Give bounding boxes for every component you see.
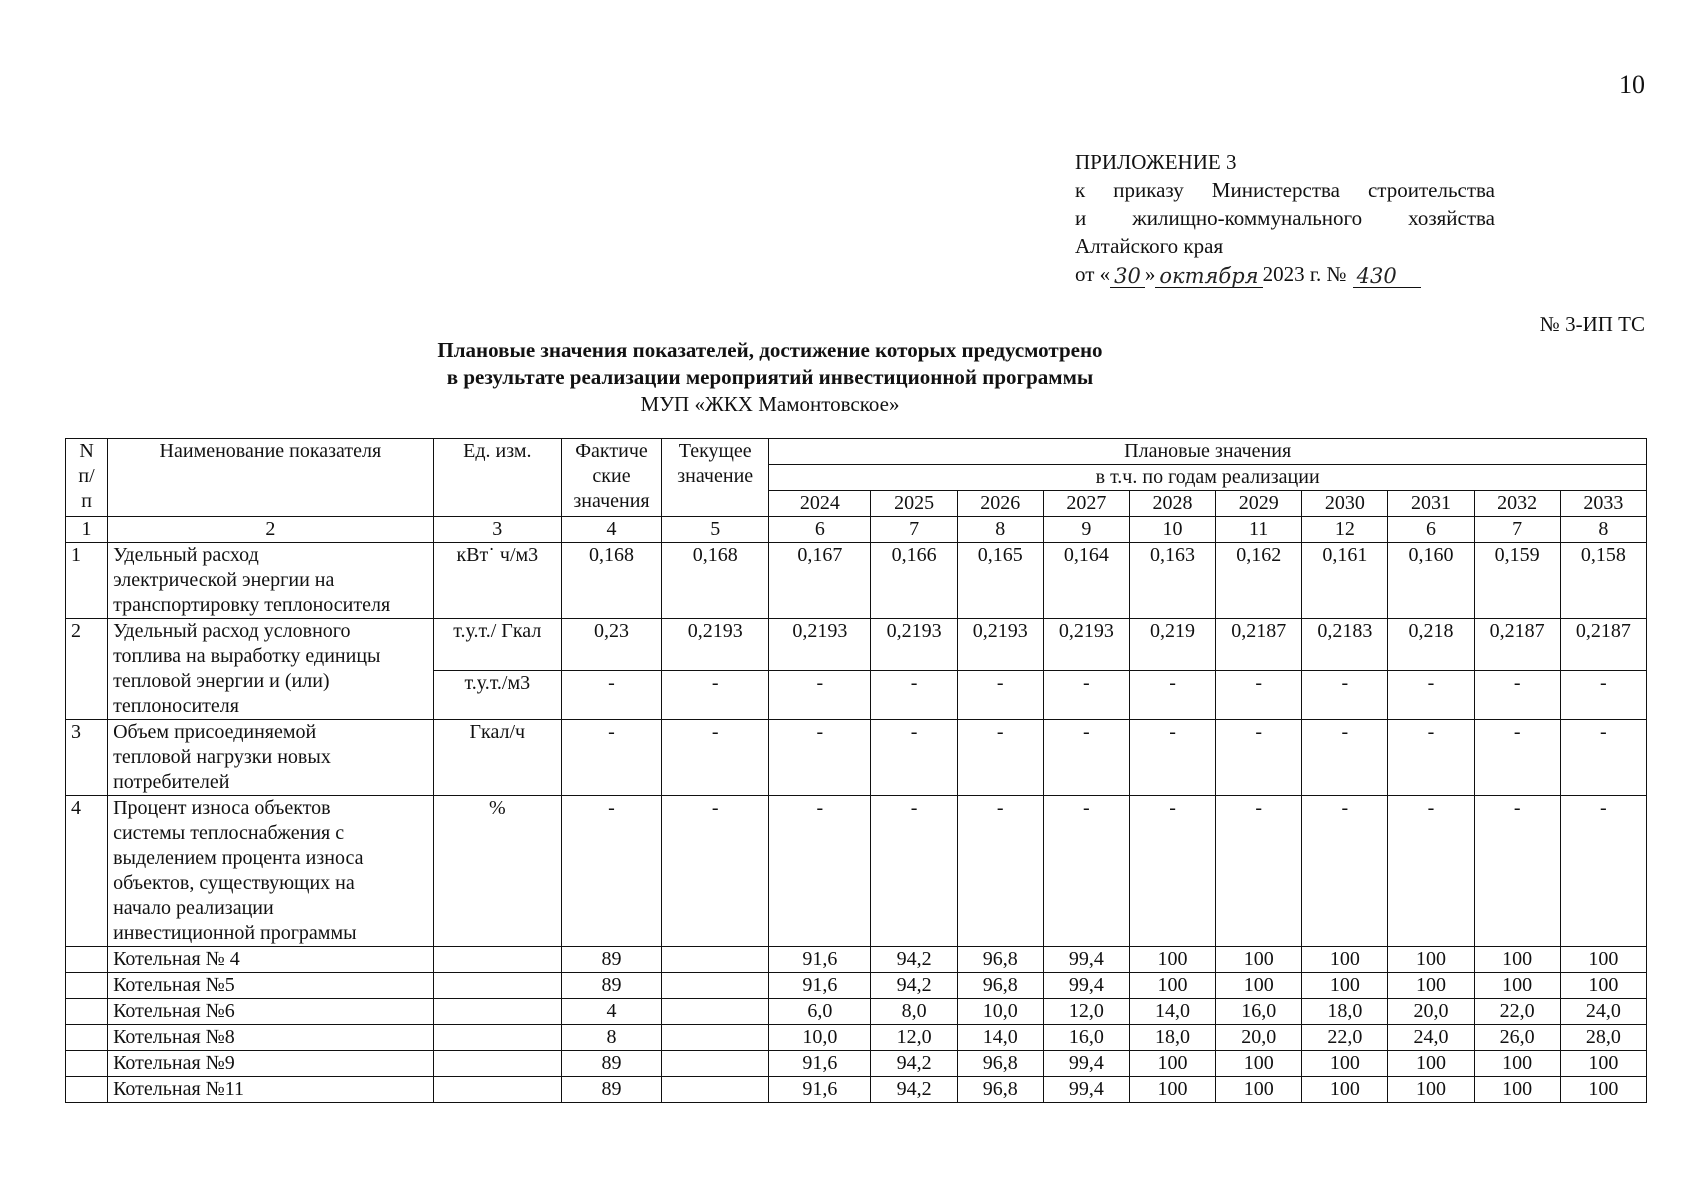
indicator-name-line: Удельный расход — [113, 544, 259, 566]
boiler-row — [66, 1025, 1647, 1051]
boiler-name-cell: Котельная №9 — [108, 1051, 434, 1077]
column-number-cell: 4 — [561, 517, 661, 543]
planned-value-cell: - — [871, 670, 957, 719]
planned-value-cell: - — [1474, 670, 1560, 719]
planned-value-cell: 100 — [1216, 1051, 1302, 1077]
current-value-cell — [662, 1025, 769, 1051]
year-header-cell: 2030 — [1302, 491, 1388, 517]
planned-value-cell: 100 — [1474, 1077, 1560, 1103]
planned-value-cell: - — [1216, 670, 1302, 719]
planned-value-cell: 100 — [1474, 947, 1560, 973]
planned-value-cell: - — [1043, 796, 1129, 947]
order-number: 430 — [1353, 265, 1421, 288]
column-numbers-row — [66, 517, 1647, 543]
header-row-1 — [66, 439, 1647, 465]
appendix-title: ПРИЛОЖЕНИЕ 3 — [1075, 150, 1237, 174]
planned-value-cell: 20,0 — [1216, 1025, 1302, 1051]
document-title — [420, 337, 1120, 418]
indicator-row — [66, 796, 1647, 947]
planned-value-cell: - — [1216, 720, 1302, 796]
year-header-cell: 2024 — [769, 491, 871, 517]
planned-value-cell: 0,2193 — [871, 619, 957, 671]
planned-value-cell: 26,0 — [1474, 1025, 1560, 1051]
planned-value-cell: - — [1129, 670, 1215, 719]
planned-value-cell: - — [1129, 720, 1215, 796]
current-value-cell — [662, 999, 769, 1025]
year-header-cell: 2028 — [1129, 491, 1215, 517]
indicator-name-line: системы теплоснабжения с — [113, 822, 345, 844]
column-number-cell: 6 — [1388, 517, 1474, 543]
planned-value-cell: 0,163 — [1129, 543, 1215, 619]
planned-value-cell: 96,8 — [957, 1051, 1043, 1077]
planned-value-cell: 18,0 — [1129, 1025, 1215, 1051]
planned-value-cell: 20,0 — [1388, 999, 1474, 1025]
boiler-name-cell: Котельная №5 — [108, 973, 434, 999]
unit-cell: Гкал/ч — [433, 720, 561, 796]
unit-cell — [433, 973, 561, 999]
planned-value-cell: 0,219 — [1129, 619, 1215, 671]
indicator-name-cell — [108, 543, 434, 619]
column-number-cell: 12 — [1302, 517, 1388, 543]
planned-value-cell: 94,2 — [871, 973, 957, 999]
column-number-cell: 9 — [1043, 517, 1129, 543]
planned-value-cell: 14,0 — [957, 1025, 1043, 1051]
planned-value-cell: 91,6 — [769, 1077, 871, 1103]
indicators-table — [65, 438, 1647, 1103]
header-num: N п/ п — [66, 439, 108, 517]
planned-value-cell: 22,0 — [1474, 999, 1560, 1025]
indicator-name-line: выделением процента износа — [113, 847, 364, 869]
actual-value-cell: 0,23 — [561, 619, 661, 671]
boiler-row — [66, 1051, 1647, 1077]
planned-value-cell: 24,0 — [1560, 999, 1646, 1025]
planned-value-cell: 100 — [1474, 1051, 1560, 1077]
planned-value-cell: 100 — [1388, 1077, 1474, 1103]
indicator-name-line: потребителей — [113, 771, 230, 793]
boiler-name-cell: Котельная №6 — [108, 999, 434, 1025]
current-value-cell — [662, 947, 769, 973]
indicator-name-line: тепловой нагрузки новых — [113, 746, 331, 768]
planned-value-cell: 0,2187 — [1560, 619, 1646, 671]
unit-cell — [433, 999, 561, 1025]
planned-value-cell: - — [769, 670, 871, 719]
planned-value-cell: 100 — [1474, 973, 1560, 999]
planned-value-cell: - — [871, 796, 957, 947]
planned-value-cell: - — [1388, 720, 1474, 796]
title-line-3: МУП «ЖКХ Мамонтовское» — [640, 392, 900, 416]
planned-value-cell: 100 — [1560, 947, 1646, 973]
planned-value-cell: 99,4 — [1043, 1051, 1129, 1077]
indicator-name-cell — [108, 619, 434, 720]
header-by-years: в т.ч. по годам реализации — [769, 465, 1647, 491]
actual-value-cell: 89 — [561, 1077, 661, 1103]
header-actual: Фактиче ские значения — [561, 439, 661, 517]
row-number-cell: 4 — [66, 796, 108, 947]
column-number-cell: 8 — [1560, 517, 1646, 543]
appendix-date-line — [1075, 260, 1495, 288]
current-value-cell: - — [662, 670, 769, 719]
boiler-row — [66, 1077, 1647, 1103]
planned-value-cell: - — [957, 720, 1043, 796]
planned-value-cell: - — [957, 670, 1043, 719]
row-number-cell — [66, 1051, 108, 1077]
planned-value-cell: 14,0 — [1129, 999, 1215, 1025]
planned-value-cell: 96,8 — [957, 973, 1043, 999]
planned-value-cell: 96,8 — [957, 947, 1043, 973]
date-year: 2023 г. № — [1262, 262, 1347, 286]
planned-value-cell: 0,165 — [957, 543, 1043, 619]
appendix-line-3: Алтайского края — [1075, 234, 1224, 258]
planned-value-cell: 6,0 — [769, 999, 871, 1025]
current-value-cell — [662, 1051, 769, 1077]
planned-value-cell: - — [1302, 720, 1388, 796]
planned-value-cell: - — [1560, 720, 1646, 796]
header-name: Наименование показателя — [108, 439, 434, 517]
planned-value-cell: 28,0 — [1560, 1025, 1646, 1051]
boiler-name-cell: Котельная №11 — [108, 1077, 434, 1103]
planned-value-cell: 91,6 — [769, 947, 871, 973]
actual-value-cell: - — [561, 796, 661, 947]
planned-value-cell: - — [1560, 670, 1646, 719]
actual-value-cell: 4 — [561, 999, 661, 1025]
unit-cell — [433, 1077, 561, 1103]
actual-value-cell: 0,168 — [561, 543, 661, 619]
planned-value-cell: 100 — [1388, 1051, 1474, 1077]
row-number-cell: 2 — [66, 619, 108, 720]
planned-value-cell: 100 — [1216, 973, 1302, 999]
indicator-name-cell — [108, 720, 434, 796]
planned-value-cell: - — [1302, 670, 1388, 719]
planned-value-cell: 100 — [1129, 1077, 1215, 1103]
column-number-cell: 3 — [433, 517, 561, 543]
planned-value-cell: 100 — [1560, 1051, 1646, 1077]
unit-cell — [433, 947, 561, 973]
appendix-line-1: к приказу Министерства строительства — [1075, 178, 1495, 202]
current-value-cell: - — [662, 720, 769, 796]
planned-value-cell: 96,8 — [957, 1077, 1043, 1103]
planned-value-cell: - — [957, 796, 1043, 947]
row-number-cell — [66, 973, 108, 999]
indicator-name-line: начало реализации — [113, 897, 274, 919]
planned-value-cell: 100 — [1388, 947, 1474, 973]
date-day: 30 — [1110, 265, 1145, 288]
year-header-cell: 2027 — [1043, 491, 1129, 517]
planned-value-cell: 100 — [1560, 1077, 1646, 1103]
planned-value-cell: 18,0 — [1302, 999, 1388, 1025]
planned-value-cell: 94,2 — [871, 1077, 957, 1103]
indicator-name-line: теплоносителя — [113, 695, 239, 717]
planned-value-cell: 0,164 — [1043, 543, 1129, 619]
current-value-cell: 0,168 — [662, 543, 769, 619]
planned-value-cell: 8,0 — [871, 999, 957, 1025]
row-number-cell: 3 — [66, 720, 108, 796]
planned-value-cell: 100 — [1216, 947, 1302, 973]
header-planned: Плановые значения — [769, 439, 1647, 465]
indicator-name-line: объектов, существующих на — [113, 872, 355, 894]
title-line-2: в результате реализации мероприятий инвестиционной программы — [446, 365, 1094, 389]
planned-value-cell: 0,160 — [1388, 543, 1474, 619]
current-value-cell — [662, 1077, 769, 1103]
planned-value-cell: 0,2183 — [1302, 619, 1388, 671]
planned-value-cell: - — [1388, 796, 1474, 947]
planned-value-cell: 91,6 — [769, 1051, 871, 1077]
planned-value-cell: 100 — [1302, 947, 1388, 973]
actual-value-cell: 89 — [561, 973, 661, 999]
planned-value-cell: - — [1388, 670, 1474, 719]
current-value-cell — [662, 973, 769, 999]
column-number-cell: 8 — [957, 517, 1043, 543]
planned-value-cell: - — [769, 796, 871, 947]
planned-value-cell: 10,0 — [769, 1025, 871, 1051]
indicator-name-cell — [108, 796, 434, 947]
planned-value-cell: 10,0 — [957, 999, 1043, 1025]
page-number: 10 — [1619, 70, 1645, 99]
column-number-cell: 10 — [1129, 517, 1215, 543]
actual-value-cell: - — [561, 670, 661, 719]
planned-value-cell: 0,2187 — [1474, 619, 1560, 671]
unit-cell — [433, 1051, 561, 1077]
actual-value-cell: 89 — [561, 1051, 661, 1077]
planned-value-cell: - — [871, 720, 957, 796]
planned-value-cell: - — [1474, 720, 1560, 796]
header-unit: Ед. изм. — [433, 439, 561, 517]
indicator-row — [66, 543, 1647, 619]
unit-cell: т.у.т./м3 — [433, 670, 561, 719]
planned-value-cell: 99,4 — [1043, 947, 1129, 973]
boiler-row — [66, 999, 1647, 1025]
planned-value-cell: 91,6 — [769, 973, 871, 999]
planned-value-cell: 16,0 — [1043, 1025, 1129, 1051]
planned-value-cell: 94,2 — [871, 947, 957, 973]
planned-value-cell: 100 — [1216, 1077, 1302, 1103]
planned-value-cell: - — [1043, 720, 1129, 796]
year-header-cell: 2025 — [871, 491, 957, 517]
planned-value-cell: - — [1043, 670, 1129, 719]
column-number-cell: 11 — [1216, 517, 1302, 543]
year-header-cell: 2033 — [1560, 491, 1646, 517]
indicator-name-line: тепловой энергии и (или) — [113, 670, 330, 692]
planned-value-cell: 100 — [1560, 973, 1646, 999]
year-header-cell: 2026 — [957, 491, 1043, 517]
planned-value-cell: 100 — [1302, 1077, 1388, 1103]
planned-value-cell: - — [1129, 796, 1215, 947]
planned-value-cell: 0,2193 — [957, 619, 1043, 671]
date-prefix: от « — [1075, 262, 1111, 286]
planned-value-cell: 99,4 — [1043, 1077, 1129, 1103]
planned-value-cell: 100 — [1302, 1051, 1388, 1077]
planned-value-cell: 94,2 — [871, 1051, 957, 1077]
planned-value-cell: 100 — [1388, 973, 1474, 999]
planned-value-cell: 99,4 — [1043, 973, 1129, 999]
planned-value-cell: 100 — [1129, 947, 1215, 973]
planned-value-cell: 22,0 — [1302, 1025, 1388, 1051]
planned-value-cell: - — [1216, 796, 1302, 947]
column-number-cell: 1 — [66, 517, 108, 543]
unit-cell: т.у.т./ Гкал — [433, 619, 561, 671]
indicator-row — [66, 619, 1647, 671]
column-number-cell: 7 — [1474, 517, 1560, 543]
column-number-cell: 6 — [769, 517, 871, 543]
form-code: № 3-ИП ТС — [1539, 312, 1645, 336]
planned-value-cell: 0,158 — [1560, 543, 1646, 619]
column-number-cell: 5 — [662, 517, 769, 543]
planned-value-cell: 100 — [1129, 973, 1215, 999]
row-number-cell — [66, 947, 108, 973]
row-number-cell — [66, 1025, 108, 1051]
year-header-cell: 2032 — [1474, 491, 1560, 517]
planned-value-cell: 0,159 — [1474, 543, 1560, 619]
planned-value-cell: - — [1302, 796, 1388, 947]
current-value-cell: - — [662, 796, 769, 947]
planned-value-cell: - — [769, 720, 871, 796]
indicator-name-line: электрической энергии на — [113, 569, 335, 591]
boiler-row — [66, 973, 1647, 999]
date-month: октября — [1155, 265, 1262, 288]
indicator-name-line: топлива на выработку единицы — [113, 645, 381, 667]
column-number-cell: 7 — [871, 517, 957, 543]
actual-value-cell: 89 — [561, 947, 661, 973]
planned-value-cell: - — [1560, 796, 1646, 947]
planned-value-cell: 12,0 — [1043, 999, 1129, 1025]
actual-value-cell: 8 — [561, 1025, 661, 1051]
unit-cell — [433, 1025, 561, 1051]
date-mid: » — [1144, 262, 1156, 286]
planned-value-cell: 0,166 — [871, 543, 957, 619]
header-current: Текущее значение — [662, 439, 769, 517]
unit-cell: кВт˙ ч/м3 — [433, 543, 561, 619]
boiler-row — [66, 947, 1647, 973]
planned-value-cell: 12,0 — [871, 1025, 957, 1051]
title-line-1: Плановые значения показателей, достижение которых предусмотрено — [437, 338, 1103, 362]
appendix-line-2: и жилищно-коммунального хозяйства — [1075, 206, 1495, 230]
planned-value-cell: 100 — [1129, 1051, 1215, 1077]
planned-value-cell: 16,0 — [1216, 999, 1302, 1025]
planned-value-cell: 0,2193 — [769, 619, 871, 671]
row-number-cell: 1 — [66, 543, 108, 619]
indicator-name-line: Объем присоединяемой — [113, 721, 317, 743]
boiler-name-cell: Котельная №8 — [108, 1025, 434, 1051]
row-number-cell — [66, 999, 108, 1025]
planned-value-cell: 100 — [1302, 973, 1388, 999]
current-value-cell: 0,2193 — [662, 619, 769, 671]
year-header-cell: 2031 — [1388, 491, 1474, 517]
planned-value-cell: 0,162 — [1216, 543, 1302, 619]
planned-value-cell: 0,161 — [1302, 543, 1388, 619]
planned-value-cell: - — [1474, 796, 1560, 947]
planned-value-cell: 0,218 — [1388, 619, 1474, 671]
planned-value-cell: 0,2193 — [1043, 619, 1129, 671]
actual-value-cell: - — [561, 720, 661, 796]
row-number-cell — [66, 1077, 108, 1103]
planned-value-cell: 0,167 — [769, 543, 871, 619]
planned-value-cell: 0,2187 — [1216, 619, 1302, 671]
indicator-name-line: транспортировку теплоносителя — [113, 594, 391, 616]
year-header-cell: 2029 — [1216, 491, 1302, 517]
planned-value-cell: 24,0 — [1388, 1025, 1474, 1051]
indicator-name-line: Процент износа объектов — [113, 797, 331, 819]
unit-cell: % — [433, 796, 561, 947]
indicator-name-line: инвестиционной программы — [113, 922, 357, 944]
indicator-row — [66, 720, 1647, 796]
boiler-name-cell: Котельная № 4 — [108, 947, 434, 973]
indicator-name-line: Удельный расход условного — [113, 620, 351, 642]
appendix-block — [1075, 148, 1495, 288]
column-number-cell: 2 — [108, 517, 434, 543]
